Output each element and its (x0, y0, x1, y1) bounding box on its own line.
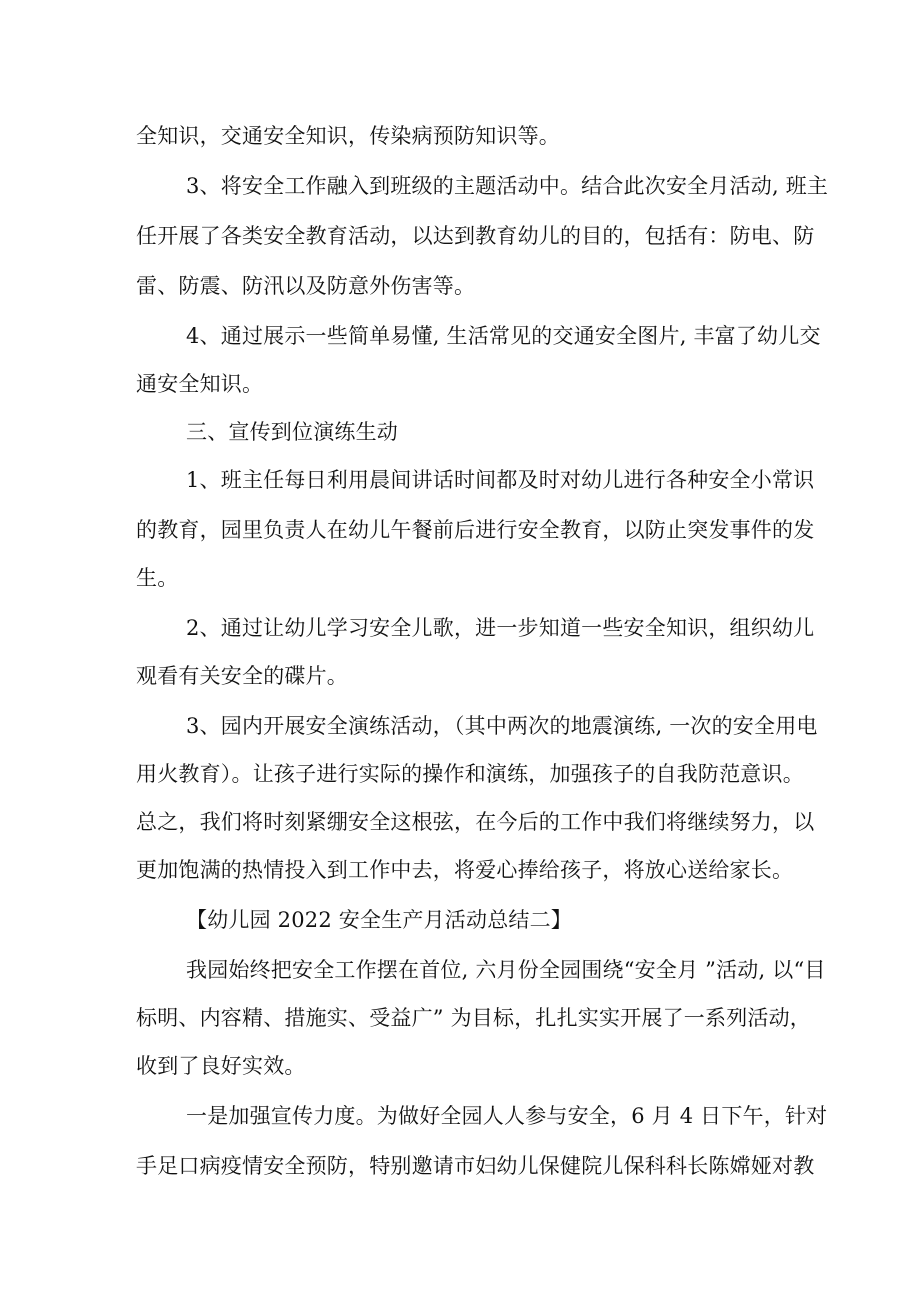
text-line: 通安全知识。 (136, 372, 264, 396)
text-line: 4、通过展示一些简单易懂, 生活常见的交通安全图片, 丰富了幼儿交 (186, 324, 821, 348)
text-line: 全知识，交通安全知识，传染病预防知识等。 (136, 124, 560, 148)
text-line: 3、将安全工作融入到班级的主题活动中。结合此次安全月活动, 班主 (186, 174, 829, 198)
text-line: 标明、内容精、措施实、受益广” 为目标，扎扎实实开展了一系列活动， (136, 1006, 812, 1030)
text-line: 任开展了各类安全教育活动，以达到教育幼儿的目的，包括有：防电、防 (136, 224, 815, 248)
text-line: 总之，我们将时刻紧绷安全这根弦，在今后的工作中我们将继续努力，以 (136, 810, 815, 834)
text-line: 雷、防震、防汛以及防意外伤害等。 (136, 274, 476, 298)
text-line: 生。 (136, 566, 179, 590)
text-line: 手足口病疫情安全预防，特别邀请市妇幼儿保健院儿保科科长陈嫦娅对教 (136, 1154, 815, 1178)
text-line: 一是加强宣传力度。为做好全园人人参与安全，6 月 4 日下午，针对 (186, 1104, 828, 1128)
text-line: 我园始终把安全工作摆在首位, 六月份全园围绕“安全月 ”活动, 以“目 (186, 958, 826, 982)
text-line: 的教育，园里负责人在幼儿午餐前后进行安全教育，以防止突发事件的发 (136, 518, 815, 542)
text-line: 收到了良好实效。 (136, 1054, 306, 1078)
text-line: 更加饱满的热情投入到工作中去，将爱心捧给孩子，将放心送给家长。 (136, 858, 794, 882)
text-line: 1、班主任每日利用晨间讲话时间都及时对幼儿进行各种安全小常识 (186, 468, 815, 492)
section-title: 【幼儿园 2022 安全生产月活动总结二】 (186, 908, 572, 932)
text-line: 3、园内开展安全演练活动，（其中两次的地震演练, 一次的安全用电 (186, 714, 818, 738)
text-line: 用火教育）。让孩子进行实际的操作和演练，加强孩子的自我防范意识。 (136, 762, 804, 786)
text-line: 观看有关安全的碟片。 (136, 664, 348, 688)
text-line: 2、通过让幼儿学习安全儿歌，进一步知道一些安全知识，组织幼儿 (186, 616, 815, 640)
section-heading: 三、宣传到位演练生动 (186, 420, 398, 444)
